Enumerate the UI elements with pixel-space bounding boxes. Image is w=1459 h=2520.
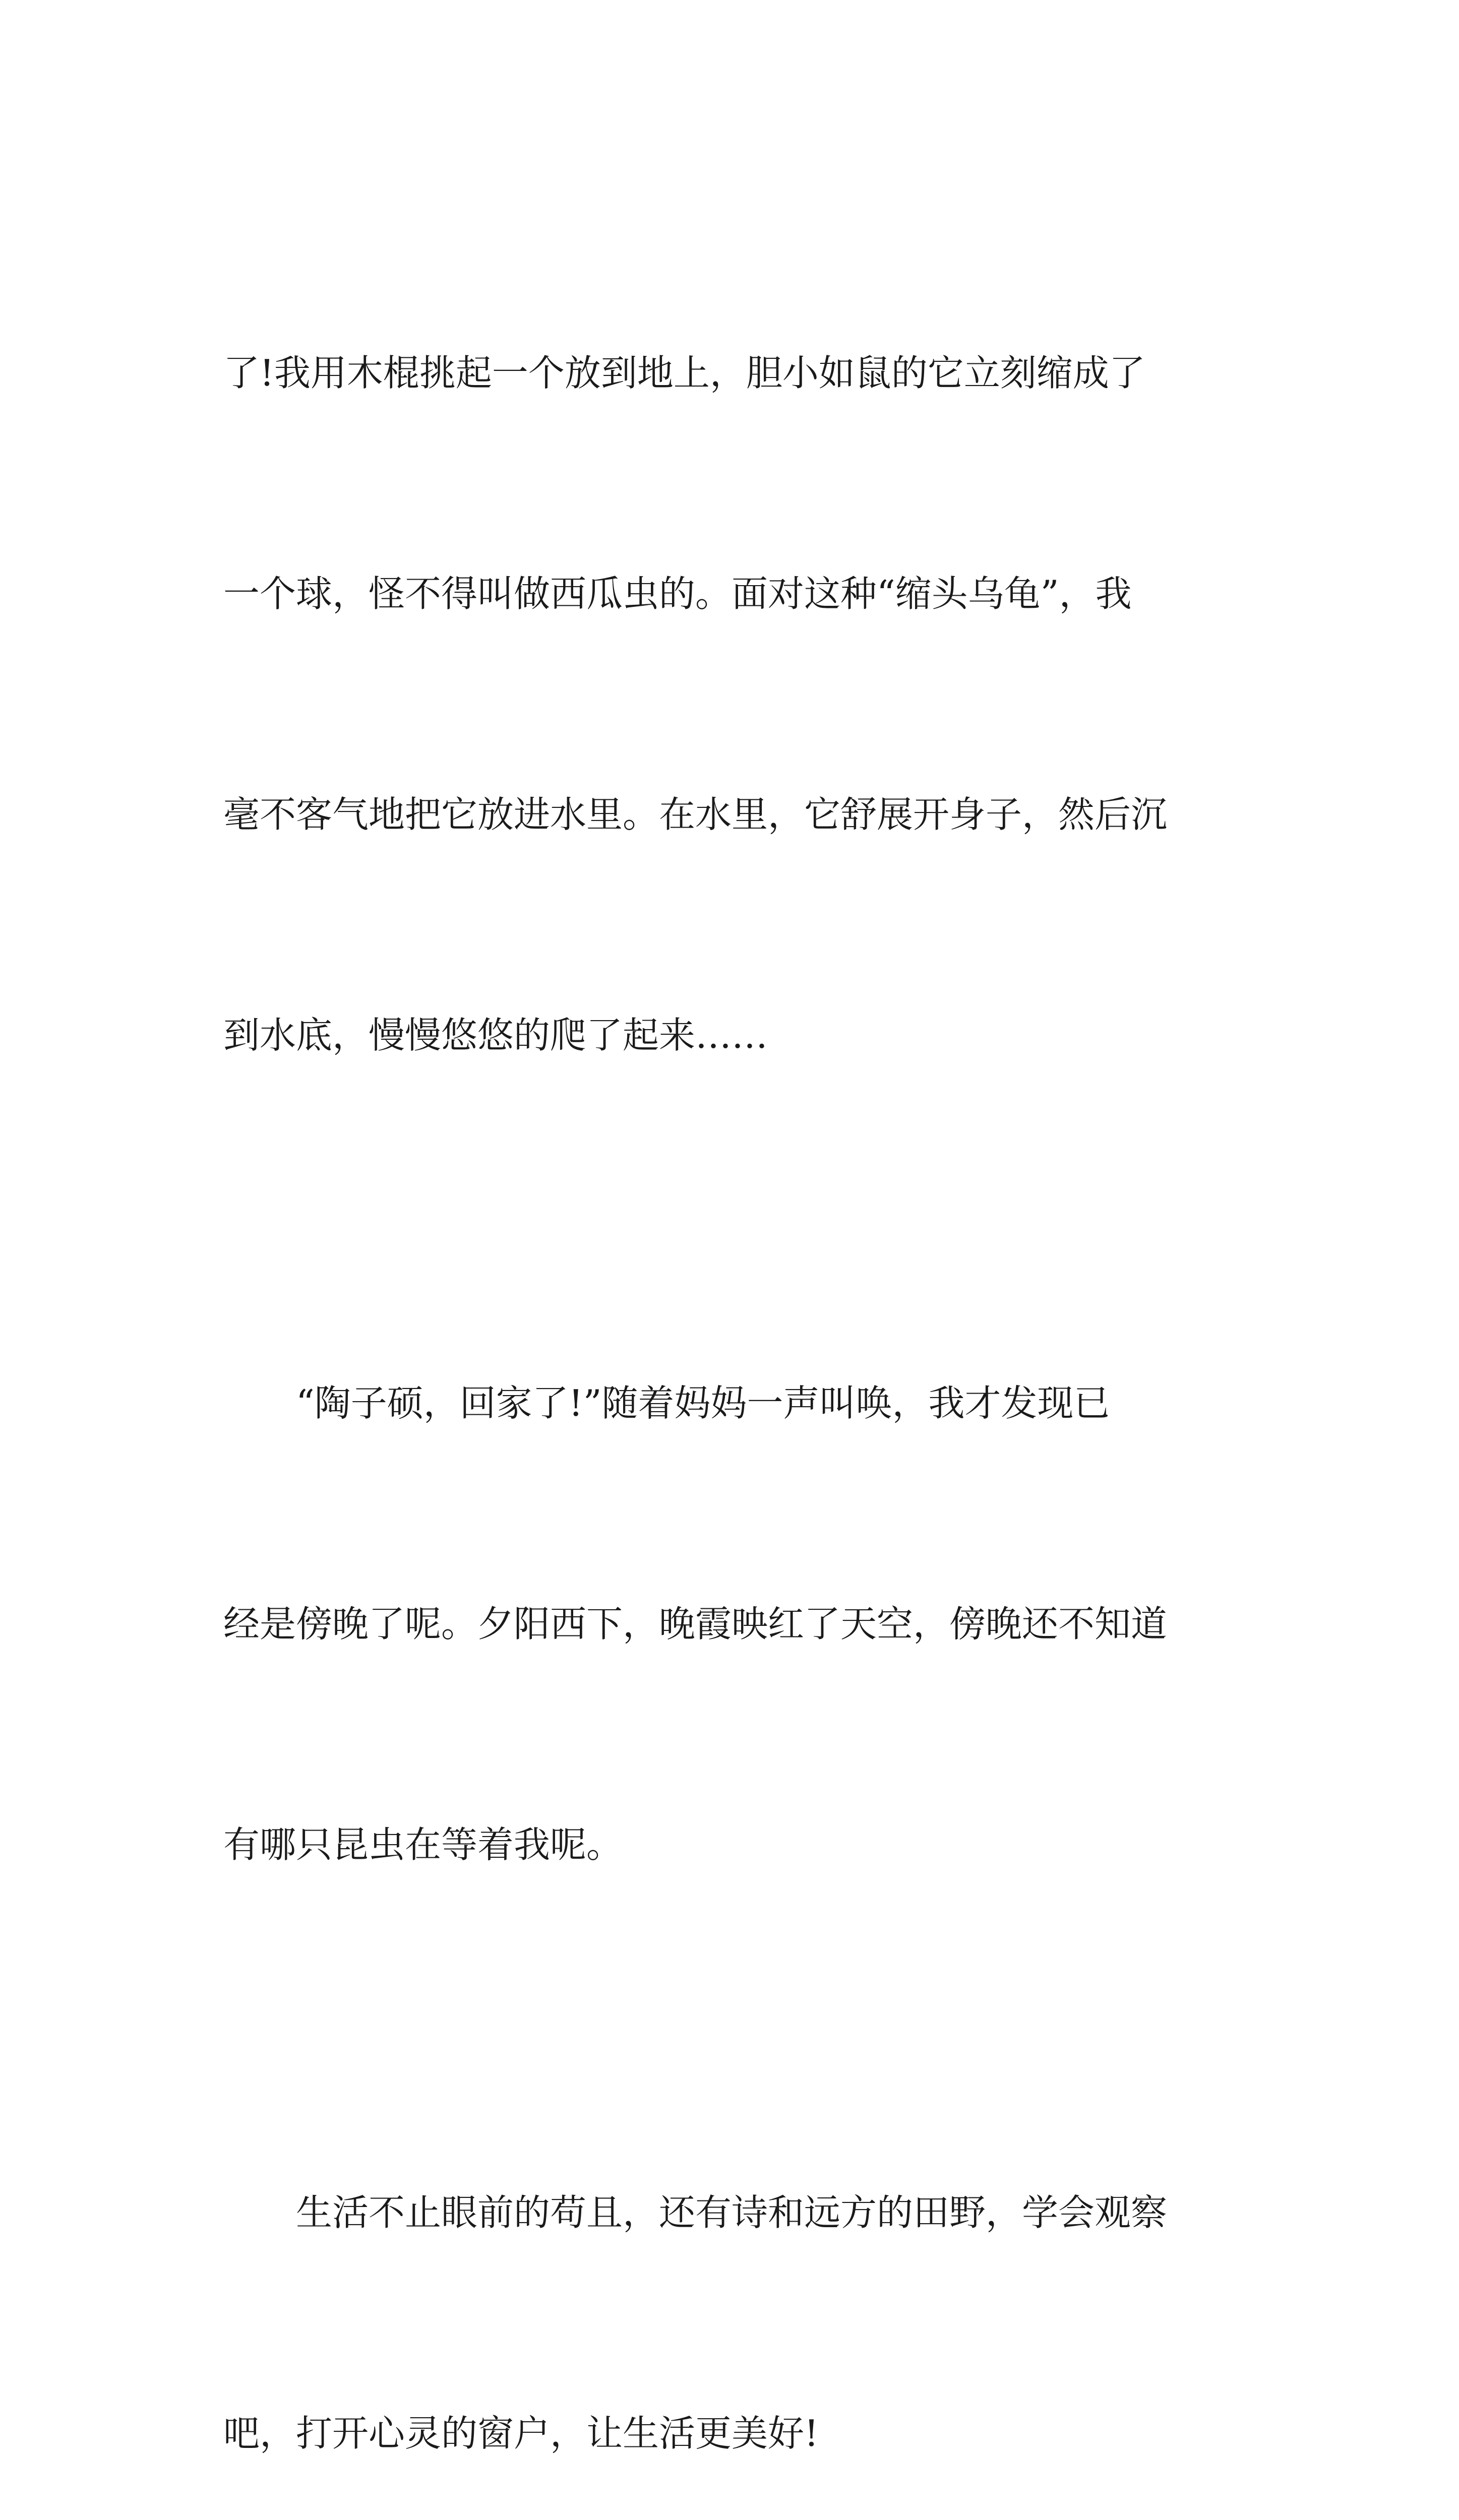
paragraph-1 [223, 189, 1252, 1219]
text-line: 了!我用木棍挑起一个放到地上，胆小如鼠的它立刻缩成了 [223, 352, 1145, 394]
text-line: 毫不客气地把它放进水里。在水里，它舒展开身子，然后沉 [223, 793, 1168, 836]
paragraph-3 [223, 2029, 1252, 2520]
text-line: “陶子硕，回家了!”随着妈妈一声叫唤，我才发现已 [223, 1382, 1110, 1424]
text-line: 吧，打开心灵的窗户，让生活更美好! [223, 2412, 819, 2454]
text-line: 生活不止眼前的苟且，还有诗和远方的田野，学会观察 [223, 2191, 1168, 2234]
text-line: 一个球，怪不得叫做西瓜虫的。面对这种“缩头乌龟”，我 [223, 573, 1132, 615]
document-body [223, 189, 1252, 2520]
paragraph-2 [223, 1219, 1252, 2029]
text-line: 经是傍晚了呢。夕阳西下，晚霞映红了天空，傍晚还不知道 [223, 1603, 1168, 1645]
text-line: 到水底，慢慢悠悠的爬了起来…… [223, 1014, 768, 1056]
text-line: 有哪只昆虫在等着我呢。 [223, 1823, 623, 1866]
